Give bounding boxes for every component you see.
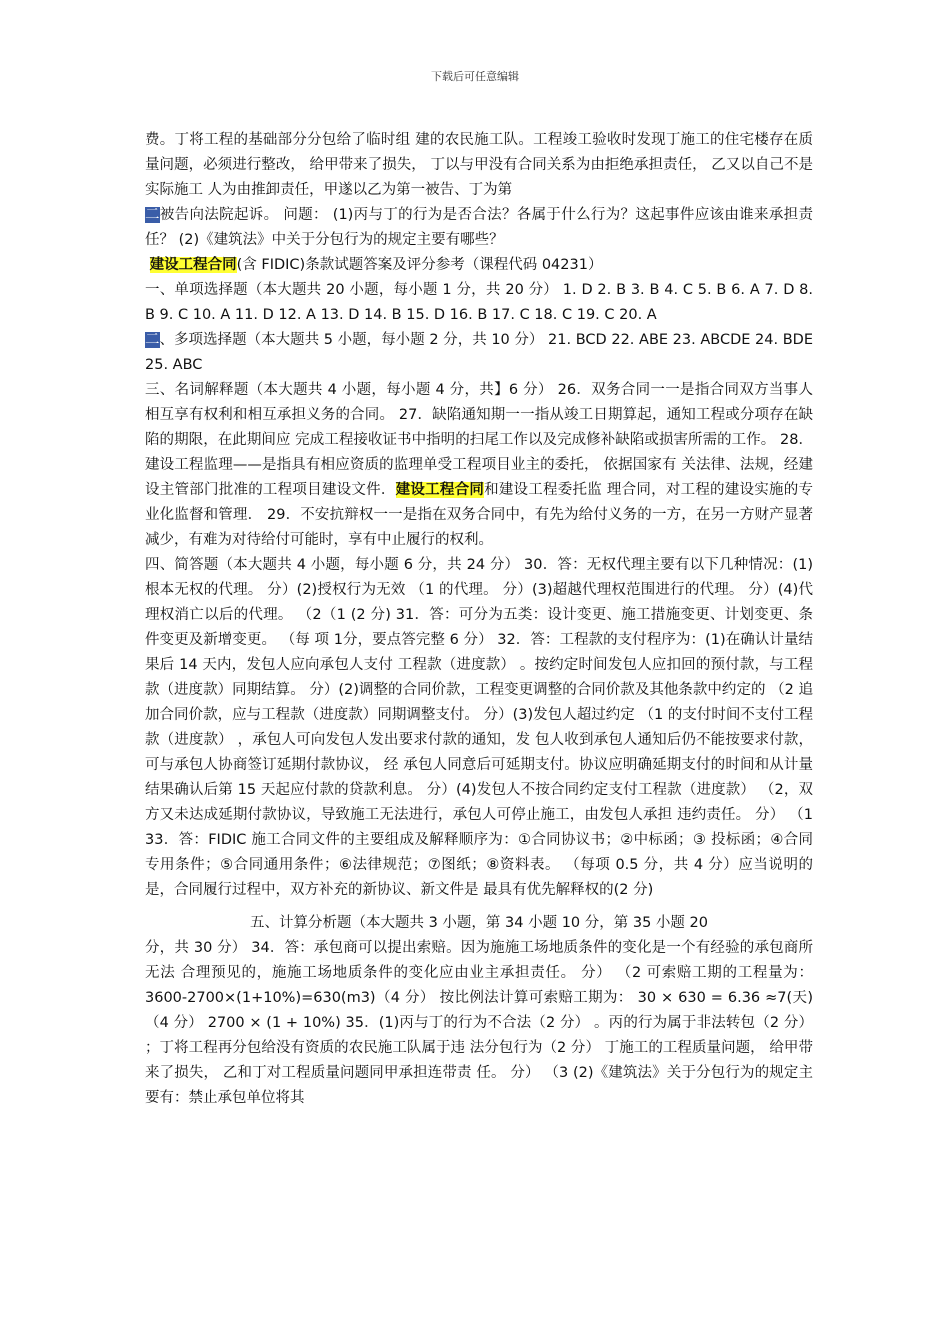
highlight-term: 建设工程合同 xyxy=(149,257,237,273)
highlight-term: 建设工程合同 xyxy=(395,482,485,498)
selection-marker: 二 xyxy=(145,207,160,223)
questions-text: 被告向法院起诉。 问题： (1)丙与丁的行为是否合法？各属于什么行为？这起事件应该由谁来承担责任？ (2)《建筑法》中关于分包行为的规定主要有哪些？ xyxy=(145,207,813,248)
section-short-answer: 四、简答题（本大题共 4 小题，每小题 6 分，共 24 分） 30．答：无权代理主要有以下几种情况：(1)根本无权的代理。 分）(2)授权行为无效 （1 的代理。 分）(3)超越代理权范围进行的代理。 分）(4)代理权消亡以后的代理。 （2（1 (2 分) 31．答：可分为五类：设计变更、施工措施变更、计划变更、条件变更及新增变更。 （每 项 1分，要点答完整 6 分） 32．答：工程款的支付程序为：(1)在确认计量结果后 14 天内，发包人应向承包人支付 工程款（进度款） 。按约定时间发包人应扣回的预付款，与工程款（进度款）同期结算。 分）(2)调整的合同价款，工程变更调整的合同价款及其他条款中约定的 （2 追加合同价款，应与工程款（进度款）同期调整支付。 分）(3)发包人超过约定 （1 的支付时间不支付工程款（进度款） ，承包人可向发包人发出要求付款的通知，发 包人收到承包人通知后仍不能按要求付款， 可与承包人协商签订延期付款协议， 经 承包人同意后可延期支付。协议应明确延期支付的时间和从计量结果确认后第 15 天起应付款的贷款利息。 分）(4)发包人不按合同约定支付工程款（进度款） （2，双 方又未达成延期付款协议，导致施工无法进行，承包人可停止施工，由发包人承担 违约责任。 分） （1 33．答：FIDIC 施工合同文件的主要组成及解释顺序为：①合同协议书；②中标函；③ 投标函；④合同专用条件；⑤合同通用条件；⑥法律规范；⑦图纸；⑧资料表。 （每项 0.5 分，共 4 分）应当说明的是，合同履行过程中，双方补充的新协议、新文件是 最具有优先解释权的(2 分) xyxy=(145,557,813,898)
section-terms xyxy=(145,378,813,553)
terms-text-before: 三、名词解释题（本大题共 4 小题，每小题 4 分，共】6 分） 26．双务合同一一是指合同双方当事人相互享有权利和相互承担义务的合同。 27．缺陷通知期一一指从竣工日期算起，通知工程或分项存在缺陷的期限，在此期间应 完成工程接收证书中指明的扫尾工作以及完成修补缺陷或损害所需的工作。 28． 建设工程监理——是指具有相应资质的监理单受工程项目业主的委托， 依据国家有 关法律、法规，经建设主管部门批准的工程项目建设文件． xyxy=(145,382,813,498)
section-multi-choice xyxy=(145,328,813,378)
answer-title-text: (含 FIDIC)条款试题答案及评分参考（课程代码 04231） xyxy=(236,257,603,273)
section-single-choice: 一、单项选择题（本大题共 20 小题，每小题 1 分，共 20 分） 1. D 2. B 3. B 4. C 5. B 6. A 7. D 8. B 9. C 10. A 11. D 12. A 13. D 14. B 15. D 16. B 17. C 18. C 19. C 20. A xyxy=(145,282,813,323)
section-calc-title: 五、计算分析题（本大题共 3 小题，第 34 小题 10 分，第 35 小题 20 xyxy=(249,915,708,931)
section-calc-text: 分，共 30 分） 34．答：承包商可以提出索赔。因为施施工场地质条件的变化是一个有经验的承包商所无法 合理预见的，施施工场地质条件的变化应由业主承担责任。 分） （2 可索赔工期的工程量为：3600-2700×(1+10%)=630(m3)（4 分） 按比例法计算可索赔工期为： 30 × 630 = 6.36 ≈7(天)（4 分） 2700 × (1 + 10%) 35．(1)丙与丁的行为不合法（2 分） 。丙的行为属于非法转包（2 分） ；丁将工程再分包给没有资质的农民施工队属于违 法分包行为（2 分） 丁施工的工程质量问题， 给甲带来了损失， 乙和丁对工程质量问题同甲承担连带责 任。 分） （3 (2)《建筑法》关于分包行为的规定主要有：禁止承包单位将其 xyxy=(145,940,813,1106)
multi-choice-text: 、多项选择题（本大题共 5 小题，每小题 2 分，共 10 分） 21. BCD 22. ABE 23. ABCDE 24. BDE 25. ABC xyxy=(145,332,814,373)
terms-text-after: 和建设工程委托监 理合同，对工程的建设实施的专业化监督和管理． 29．不安抗辩权一一是指在双务合同中，有先为给付义务的一方，在另一方财产显著减少，有难为对待给付可能时，享有中止履行的权利。 xyxy=(145,482,814,548)
page-header: 下载后可任意编辑 xyxy=(431,70,519,83)
document-body xyxy=(145,128,813,1111)
selection-marker: 二 xyxy=(145,332,160,348)
paragraph-case: 费。丁将工程的基础部分分包给了临时组 建的农民施工队。工程竣工验收时发现丁施工的住宅楼存在质量问题，必须进行整改， 给甲带来了损失， 丁以与甲没有合同关系为由拒绝承担责任， 乙又以自己不是实际施工 人为由推卸责任，甲遂以乙为第一被告、丁为第 xyxy=(145,132,813,198)
paragraph-questions xyxy=(145,203,813,253)
answer-title xyxy=(145,253,813,278)
